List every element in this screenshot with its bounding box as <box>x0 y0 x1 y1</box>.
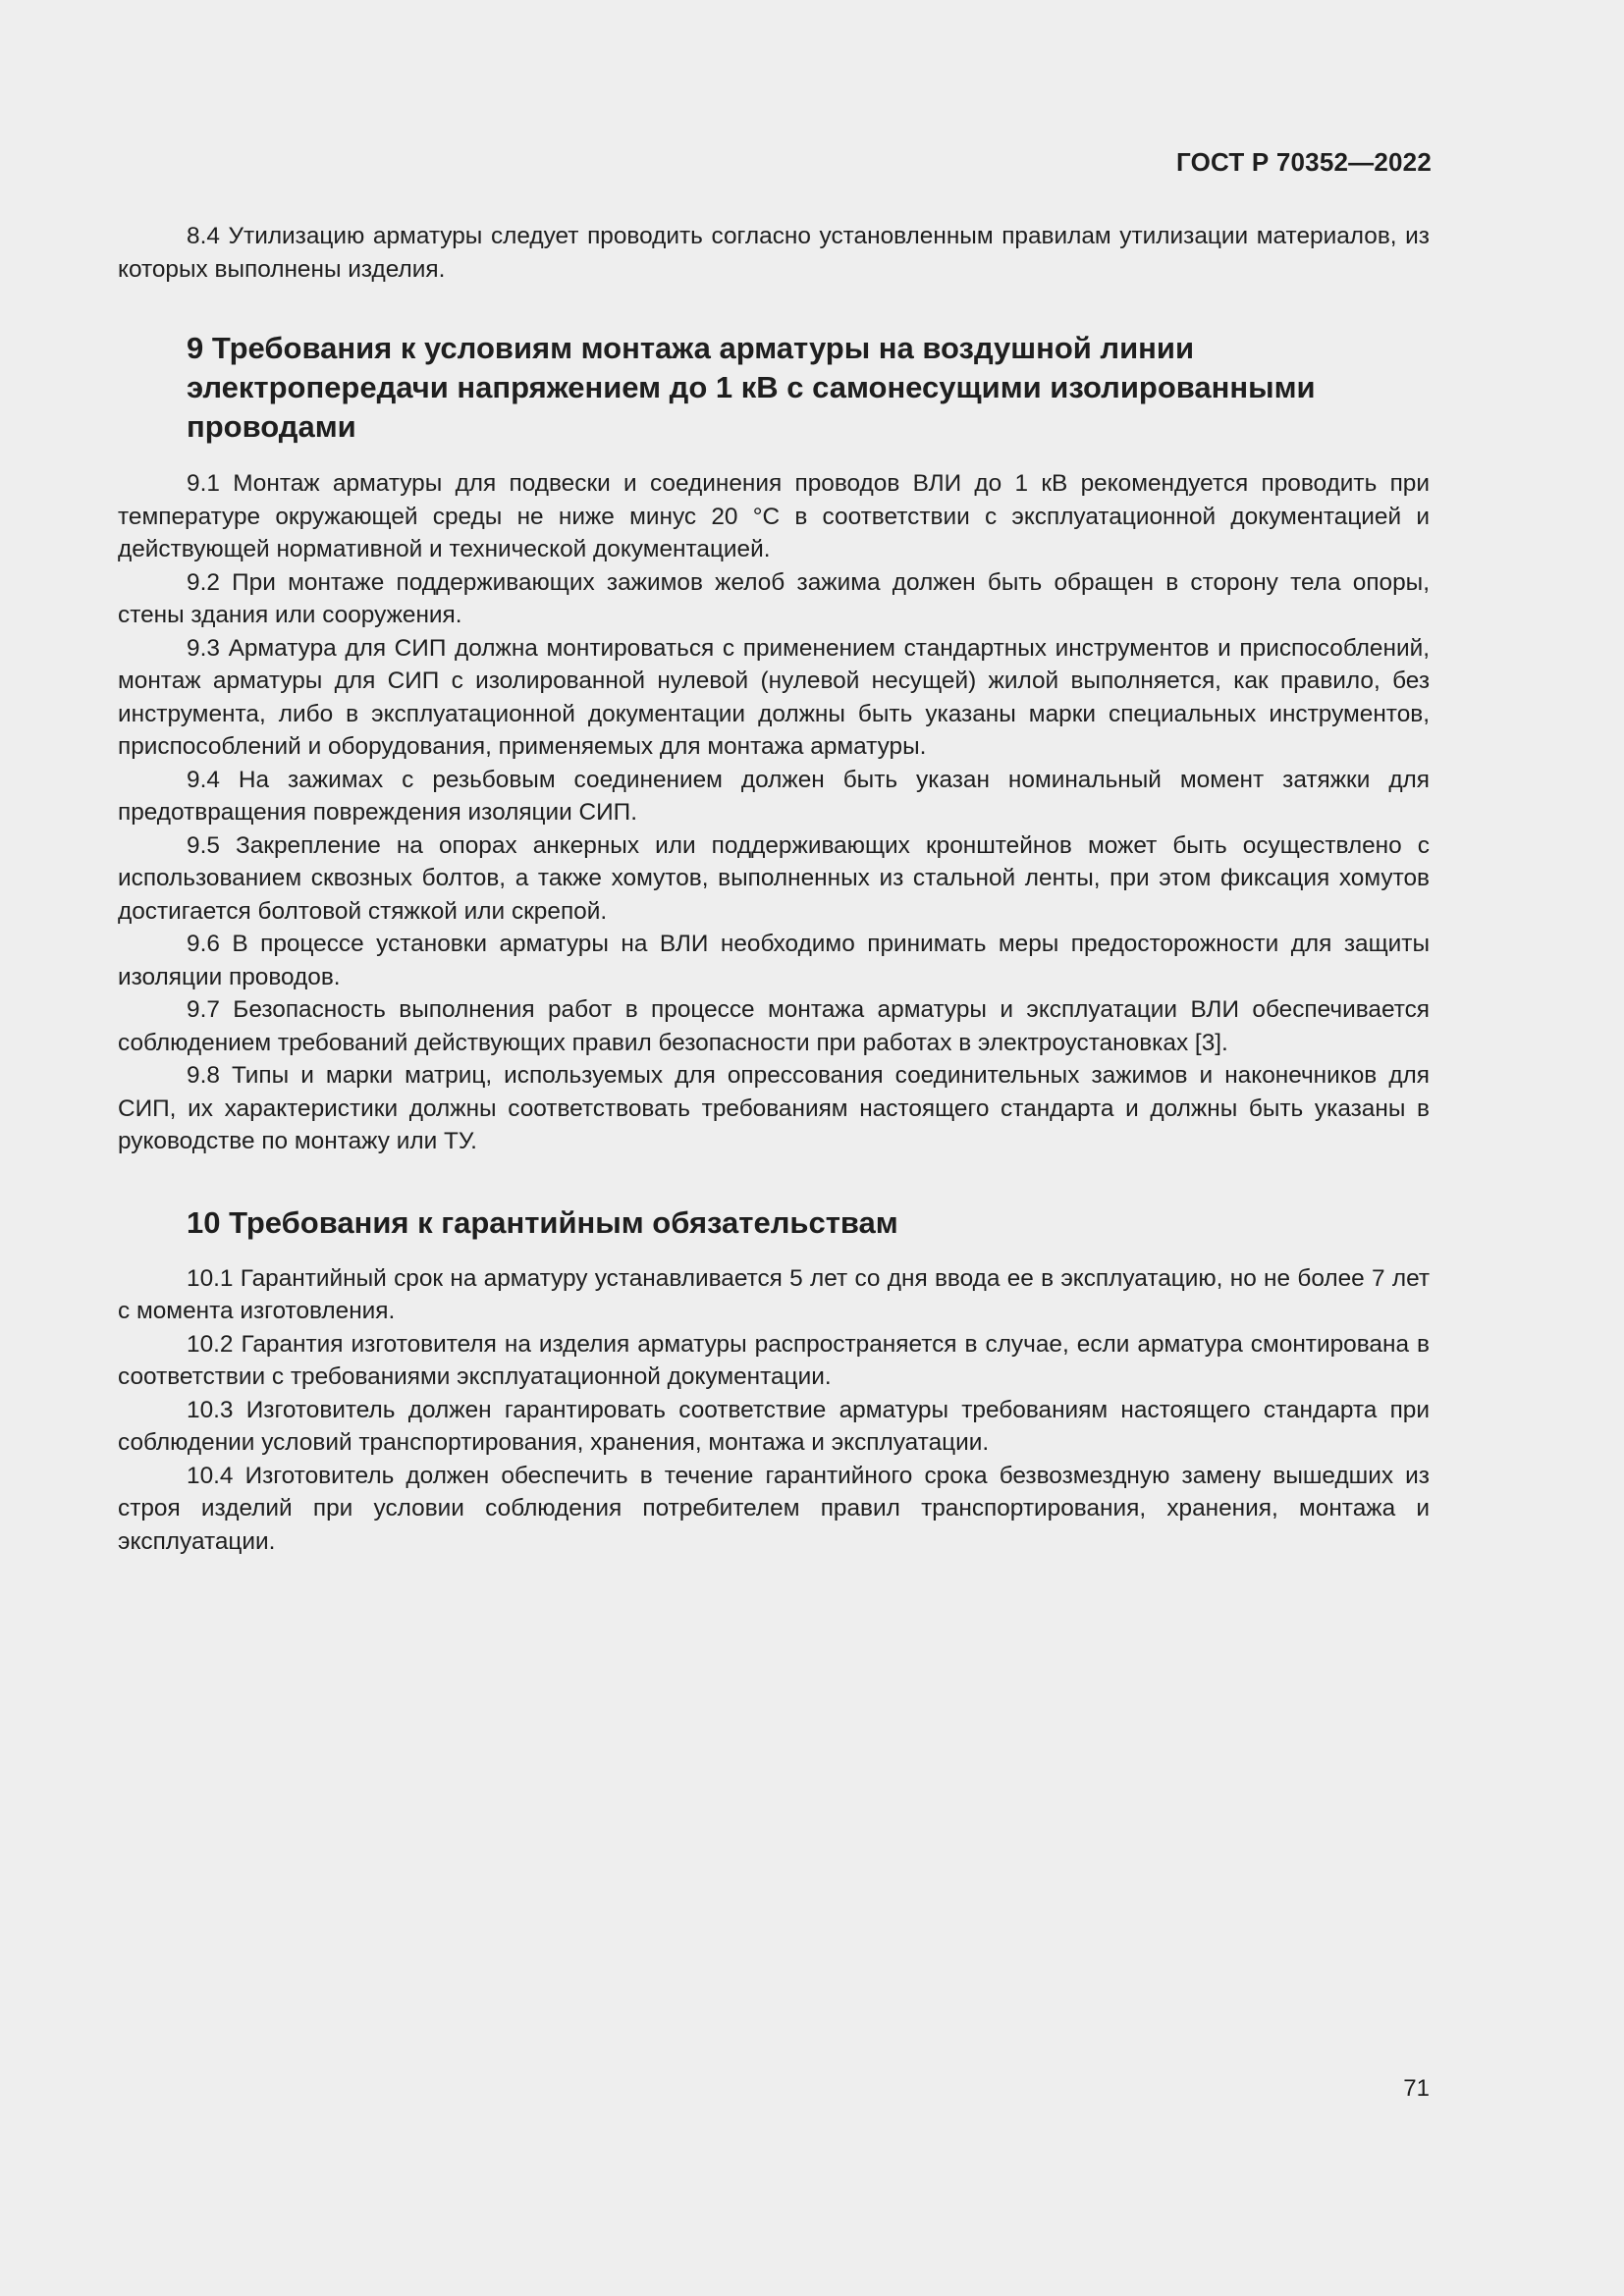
paragraph-10-2: 10.2 Гарантия изготовителя на изделия арматуры распространяется в случае, если арматура смонтирована в соответствии с требованиями эксплуатационной документации. <box>118 1330 1430 1390</box>
standard-code-header: ГОСТ Р 70352—2022 <box>1176 147 1432 177</box>
paragraph-9-3: 9.3 Арматура для СИП должна монтироваться с применением стандартных инструментов и приспособлений, монтаж арматуры для СИП с изолированной нулевой (нулевой несущей) жилой выполняется, как правило, без инструмента, либо в эксплуатационной документации должны быть указаны марки специальных инструментов, приспособлений и оборудования, применяемых для монтажа арматуры. <box>118 634 1430 760</box>
paragraph-10-3: 10.3 Изготовитель должен гарантировать соответствие арматуры требованиям настоящего стандарта при соблюдении условий транспортирования, хранения, монтажа и эксплуатации. <box>118 1396 1430 1456</box>
paragraph-9-1: 9.1 Монтаж арматуры для подвески и соединения проводов ВЛИ до 1 кВ рекомендуется проводить при температуре окружающей среды не ниже минус 20 °С в соответствии с эксплуатационной документацией и действующей нормативной и технической документацией. <box>118 470 1430 562</box>
paragraph-9-2: 9.2 При монтаже поддерживающих зажимов желоб зажима должен быть обращен в сторону тела опоры, стены здания или сооружения. <box>118 568 1430 628</box>
paragraph-9-6: 9.6 В процессе установки арматуры на ВЛИ необходимо принимать меры предосторожности для защиты изоляции проводов. <box>118 931 1430 990</box>
paragraph-8-4: 8.4 Утилизацию арматуры следует проводить согласно установленным правилам утилизации материалов, из которых выполнены изделия. <box>118 223 1430 283</box>
page-content <box>118 220 1430 1558</box>
page-number: 71 <box>1403 2075 1430 2102</box>
section-10-heading: 10 Требования к гарантийным обязательствам <box>187 1204 898 1240</box>
section-9-heading: 9 Требования к условиям монтажа арматуры на воздушной линии электропередачи напряжением до 1 кВ с самонесущими изолированными проводами <box>187 331 1316 444</box>
paragraph-9-5: 9.5 Закрепление на опорах анкерных или поддерживающих кронштейнов может быть осуществлено с использованием сквозных болтов, а также хомутов, выполненных из стальной ленты, при этом фиксация хомутов достигается болтовой стяжкой или скрепой. <box>118 831 1430 925</box>
paragraph-9-4: 9.4 На зажимах с резьбовым соединением должен быть указан номинальный момент затяжки для предотвращения повреждения изоляции СИП. <box>118 766 1430 826</box>
paragraph-10-1: 10.1 Гарантийный срок на арматуру устанавливается 5 лет со дня ввода ее в эксплуатацию, но не более 7 лет с момента изготовления. <box>118 1264 1430 1324</box>
paragraph-9-8: 9.8 Типы и марки матриц, используемых для опрессования соединительных зажимов и наконечников для СИП, их характеристики должны соответствовать требованиям настоящего стандарта и должны быть указаны в руководстве по монтажу или ТУ. <box>118 1062 1430 1154</box>
paragraph-9-7: 9.7 Безопасность выполнения работ в процессе монтажа арматуры и эксплуатации ВЛИ обеспечивается соблюдением требований действующих правил безопасности при работах в электроустановках [3]. <box>118 996 1430 1056</box>
paragraph-10-4: 10.4 Изготовитель должен обеспечить в течение гарантийного срока безвозмездную замену вышедших из строя изделий при условии соблюдения потребителем правил транспортирования, хранения, монтажа и эксплуатации. <box>118 1462 1430 1555</box>
